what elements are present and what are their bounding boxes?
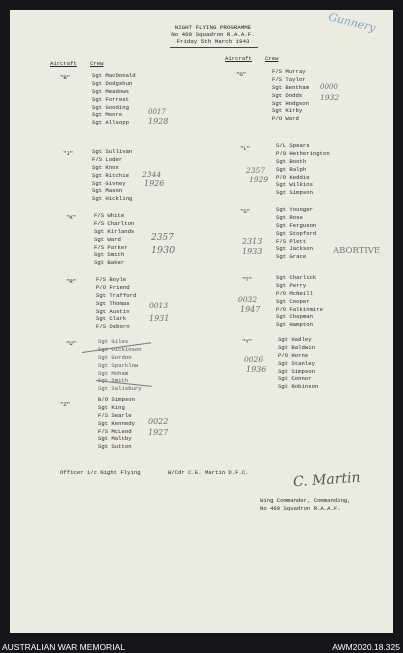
crew-name: Sgt Dodds (272, 91, 303, 99)
crew-name: Sgt Forrest (92, 95, 129, 103)
crew-name: Sgt Hickling (92, 195, 133, 203)
handwritten-time: 1936 (246, 365, 267, 374)
crew-name: P/O Hetherington (276, 149, 330, 157)
crew-name: Sgt Booth (276, 157, 307, 165)
crew-list (276, 274, 323, 329)
crew-name: F/S White (94, 212, 125, 219)
crew-name: Sgt Maltby (98, 435, 132, 443)
officer-name: W/Cdr C.E. Martin D.F.C. (168, 469, 249, 476)
aircraft-letter: "T" (242, 276, 253, 283)
crew-name: Sgt Mason (92, 187, 123, 195)
aircraft-letter: "J" (63, 150, 74, 157)
crew-name: F/S Boyle (96, 276, 127, 283)
crew-name: Sgt Bentham (272, 83, 309, 91)
crew-column-header-right: Crew (265, 55, 279, 62)
handwritten-time: 0026 (244, 355, 264, 364)
crew-name: Sgt Giles (98, 338, 129, 345)
crew-name: Sgt Younger (276, 206, 313, 213)
handwritten-signature: C. Martin (292, 469, 362, 491)
crew-name: Sgt Simpson (278, 367, 315, 375)
handwritten-time: 1926 (144, 179, 165, 188)
aircraft-letter: "S" (240, 208, 251, 215)
handwritten-time: 0017 (148, 108, 166, 116)
crew-name: Sgt King (98, 403, 125, 411)
abortive-annotation: ABORTIVE (333, 246, 381, 256)
crew-name: Sgt Connor (278, 375, 312, 383)
officer-label: Officer i/c Night Flying (60, 469, 141, 476)
crew-name: P/O Keddie (276, 173, 310, 181)
crew-name: F/S Taylor (272, 75, 306, 83)
crew-list (276, 206, 316, 261)
crew-name: F/S Loder (92, 155, 123, 163)
archive-footer (0, 640, 403, 653)
crew-name: Sgt MacDonald (92, 72, 136, 79)
crew-name: Sgt Charlick (276, 274, 317, 281)
crew-name: Sgt Baldwin (278, 343, 315, 351)
crew-name: Sgt Stanley (278, 359, 315, 367)
crew-name: F/S Osborn (96, 323, 130, 331)
handwritten-time: 1933 (242, 247, 263, 256)
crew-name: F/S Plett (276, 237, 307, 245)
crew-name: Sgt Perry (276, 281, 307, 289)
crew-name: Sgt Ralph (276, 165, 307, 173)
handwritten-time: 2357 (151, 233, 174, 243)
aircraft-letter: "O" (236, 71, 247, 78)
handwritten-time: 2313 (242, 237, 263, 246)
crew-name: Sgt Hampton (276, 321, 313, 329)
crew-name: Sgt Dickinson (98, 345, 142, 353)
crew-name: Sgt Kirby (272, 107, 303, 115)
crew-list (278, 336, 318, 391)
handwritten-time: 1928 (148, 117, 169, 126)
aircraft-letter: "B" (60, 74, 71, 81)
crew-name: Sgt Austin (96, 307, 130, 315)
crew-name: P/O Horne (278, 351, 309, 359)
crew-name: Sgt Gordon (98, 353, 132, 361)
handwritten-time: 1932 (320, 93, 340, 102)
crew-name: Sgt Trafford (96, 291, 137, 299)
crew-column-header-left: Crew (90, 60, 104, 67)
aircraft-column-header-right: Aircraft (225, 55, 252, 62)
crew-name: Sgt Knox (92, 163, 119, 171)
handwritten-time: 1927 (148, 428, 169, 437)
crew-name: Sgt Thomas (96, 299, 130, 307)
program-title: NIGHT FLYING PROGRAMME (174, 24, 252, 31)
crew-name: Sgt Allsopp (92, 119, 129, 127)
handwritten-time: 2344 (142, 170, 162, 179)
crew-list (96, 276, 136, 331)
crew-name: F/S Parker (94, 243, 128, 251)
aircraft-letter: "L" (240, 145, 251, 152)
handwritten-time: 1930 (151, 245, 176, 256)
crew-name: Sgt Rose (276, 213, 303, 221)
crew-name: Sgt Wilkins (276, 181, 313, 189)
document-page (10, 10, 393, 633)
crew-name: Sgt Ritchie (92, 171, 129, 179)
handwritten-time: 2357 (246, 166, 266, 175)
crew-name: Sgt Sparklow (98, 361, 139, 369)
crew-name: Sgt Ward (94, 235, 121, 243)
crew-name: Sgt Meadows (92, 87, 129, 95)
squadron-line: No 460 Squadron R.A.A.F. (171, 31, 255, 38)
crew-name: Sgt Moham (98, 369, 129, 377)
crew-list (98, 396, 135, 451)
crew-name: Sgt Givney (92, 179, 126, 187)
crew-name: S/L Spears (276, 142, 310, 149)
crew-name: Sgt Jackson (276, 245, 313, 253)
crew-list (94, 212, 134, 267)
handwritten-time: 0013 (149, 301, 169, 310)
crew-name: Sgt Chapman (276, 313, 313, 321)
crew-name: Sgt Grace (276, 253, 307, 261)
crew-name: Sgt Clark (96, 315, 127, 323)
crew-name: Sgt Hadley (278, 336, 312, 343)
crew-name: Sgt Robinson (278, 383, 319, 391)
crew-name: Sgt Kennedy (98, 419, 135, 427)
crew-name: Sgt Baker (94, 259, 125, 267)
crew-name: Sgt Smith (94, 251, 125, 259)
crew-name: F/S Murray (272, 68, 306, 75)
crew-list (92, 148, 132, 203)
crew-name: Sgt Kirlands (94, 227, 135, 235)
crew-name: B/O Simpson (98, 396, 135, 403)
aircraft-letter: "U" (66, 340, 77, 347)
crew-list (276, 142, 330, 197)
footer-institution: AUSTRALIAN WAR MEMORIAL (2, 642, 125, 652)
crew-name: F/S Charlton (94, 219, 135, 227)
handwritten-time: 1931 (149, 314, 170, 323)
signature-unit: No 460 Squadron R.A.A.F. (260, 505, 341, 512)
header-rule (170, 47, 258, 48)
crew-name: Sgt Ferguson (276, 221, 317, 229)
crew-name: P/O Ward (272, 115, 299, 123)
crew-name: Sgt Sutton (98, 443, 132, 451)
aircraft-letter: "R" (66, 278, 77, 285)
crew-name: P/O McNeill (276, 289, 313, 297)
crew-name: Sgt Smith (98, 377, 129, 385)
crew-name: Sgt Salisbury (98, 385, 142, 393)
crew-name: Sgt Stopford (276, 229, 317, 237)
crew-name: Sgt Sullivan (92, 148, 133, 155)
crew-name: F/S Searle (98, 411, 132, 419)
footer-accession-number: AWM2020.18.325 (332, 642, 400, 652)
aircraft-column-header-left: Aircraft (50, 60, 77, 67)
date-line: Friday 5th March 1943 (176, 38, 250, 45)
crew-name: Sgt Cooper (276, 297, 310, 305)
aircraft-letter: "Y" (242, 338, 253, 345)
crew-name: Sgt Moore (92, 111, 123, 119)
aircraft-letter: "Z" (60, 401, 71, 408)
crew-name: Sgt Gooding (92, 103, 129, 111)
signature-title: Wing Commander, Commanding, (260, 497, 351, 504)
crew-name: F/S McLeod (98, 427, 132, 435)
handwritten-time: 0000 (320, 83, 338, 91)
gunnery-annotation: Gunnery (327, 10, 377, 35)
handwritten-time: 1929 (249, 175, 269, 184)
crew-name: Sgt Dodgshun (92, 79, 133, 87)
crew-list (92, 72, 136, 127)
aircraft-letter: "K" (66, 214, 77, 221)
crew-name: Sgt Hodgson (272, 99, 309, 107)
crew-list (272, 68, 309, 123)
handwritten-time: 1947 (240, 305, 261, 314)
crew-name: P/O Friend (96, 283, 130, 291)
handwritten-time: 0022 (148, 417, 169, 426)
crew-name: Sgt Simpson (276, 189, 313, 197)
handwritten-time: 0032 (238, 295, 258, 304)
crew-name: P/O Falkinmire (276, 305, 323, 313)
